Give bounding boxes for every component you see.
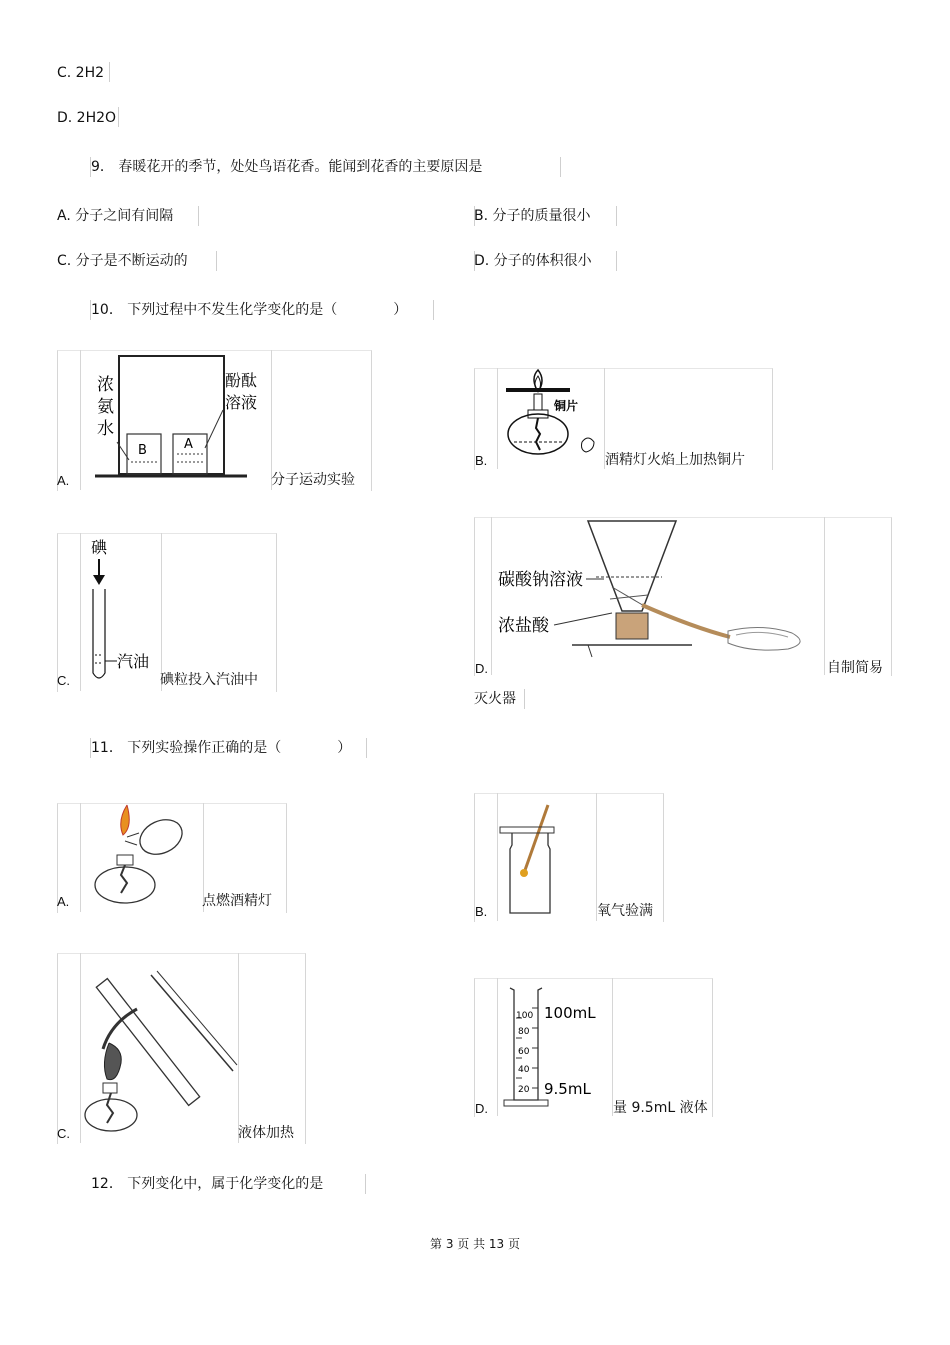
q10-c-figure xyxy=(80,533,162,691)
q9-option-b: B. 分子的质量很小 xyxy=(474,208,591,224)
q8-option-d: D. 2H2O xyxy=(57,110,117,126)
q11-d-figure xyxy=(497,978,613,1116)
q11-a-letter: A. xyxy=(57,894,70,909)
page-footer: 第 3 页 共 13 页 xyxy=(430,1237,520,1251)
q10-b-caption: 酒精灯火焰上加热铜片 xyxy=(605,452,745,468)
q10-c-letter: C. xyxy=(57,673,70,688)
svg-text:60: 60 xyxy=(518,1047,530,1057)
q11-c-figure xyxy=(80,953,239,1143)
svg-text:碳酸钠溶液: 碳酸钠溶液 xyxy=(498,570,583,590)
q11-stem: 11． 下列实验操作正确的是（ ） xyxy=(91,740,352,756)
svg-text:100mL: 100mL xyxy=(544,1004,596,1022)
svg-text:20: 20 xyxy=(518,1085,530,1095)
q10-d-figure xyxy=(491,517,825,675)
q10-d-caption: 自制简易 xyxy=(827,660,883,676)
q11-d-letter: D. xyxy=(475,1101,488,1116)
q10-a-caption: 分子运动实验 xyxy=(271,472,355,488)
q10-stem: 10． 下列过程中不发生化学变化的是（ ） xyxy=(91,302,408,318)
q10-a-figure xyxy=(80,350,272,490)
q11-a-caption: 点燃酒精灯 xyxy=(202,893,272,909)
q10-b-letter: B. xyxy=(475,453,488,468)
q11-b-caption: 氧气验满 xyxy=(597,903,653,919)
q11-c-caption: 液体加热 xyxy=(238,1125,294,1141)
svg-text:汽油: 汽油 xyxy=(117,652,150,671)
q9-stem: 9． 春暖花开的季节，处处鸟语花香。能闻到花香的主要原因是 xyxy=(91,159,483,175)
q8-option-c: C. 2H2 xyxy=(57,65,105,81)
svg-text:溶液: 溶液 xyxy=(225,393,258,412)
svg-text:浓盐酸: 浓盐酸 xyxy=(498,616,549,636)
q9-option-d: D. 分子的体积很小 xyxy=(474,253,592,269)
svg-text:浓: 浓 xyxy=(97,375,114,395)
svg-text:铜片: 铜片 xyxy=(554,399,579,413)
q12-stem: 12． 下列变化中，属于化学变化的是 xyxy=(91,1176,324,1192)
q11-b-letter: B. xyxy=(475,904,488,919)
q9-option-a: A. 分子之间有间隔 xyxy=(57,208,174,224)
svg-text:100: 100 xyxy=(516,1011,534,1021)
q11-c-letter: C. xyxy=(57,1126,70,1141)
svg-text:9.5mL: 9.5mL xyxy=(544,1080,591,1098)
svg-text:碘: 碘 xyxy=(91,538,108,557)
q10-c-caption: 碘粒投入汽油中 xyxy=(160,672,258,688)
svg-text:A: A xyxy=(184,437,193,452)
svg-text:80: 80 xyxy=(518,1027,530,1037)
svg-text:酚酞: 酚酞 xyxy=(225,371,258,390)
q10-a-letter: A. xyxy=(57,473,70,488)
q10-d-caption-2: 灭火器 xyxy=(474,691,516,707)
q11-d-caption: 量 9.5mL 液体 xyxy=(613,1100,708,1116)
q11-b-figure xyxy=(497,793,597,921)
svg-text:水: 水 xyxy=(97,419,114,439)
svg-text:40: 40 xyxy=(518,1065,530,1075)
q10-b-figure xyxy=(497,368,605,469)
q9-option-c: C. 分子是不断运动的 xyxy=(57,253,188,269)
svg-text:B: B xyxy=(138,443,147,458)
q10-d-letter: D. xyxy=(475,661,488,676)
q11-a-figure xyxy=(80,803,204,912)
svg-text:氨: 氨 xyxy=(97,397,114,417)
